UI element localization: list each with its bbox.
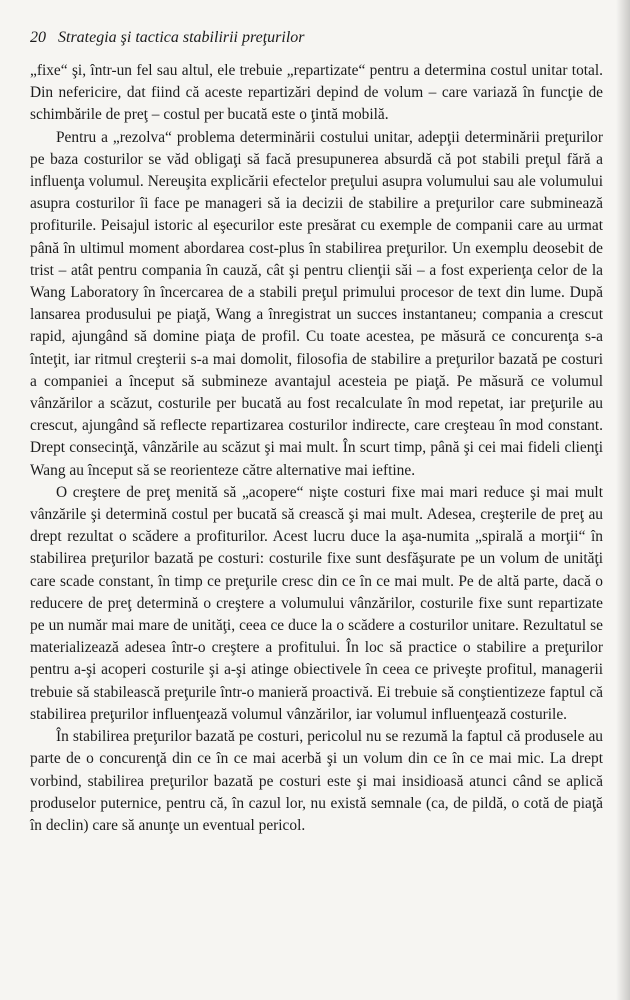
page-number: 20: [30, 29, 46, 46]
running-header: [30, 26, 590, 50]
page-edge-shadow: [616, 0, 630, 1000]
body-text: [30, 60, 603, 837]
paragraph-cost-pricing-danger: În stabilirea preţurilor bazată pe costuri, pericolul nu se rezumă la faptul că produsele au parte de o concurenţă din ce în ce mai acerbă şi un volum din ce în ce mai mic. La drept vorbind, stabilirea preţurilor bazată pe costuri este şi mai insidioasă atunci când se aplică produselor puternice, pentru că, în cazul lor, nu există semnale (ca, de pildă, o cotă de piaţă în declin) care să anunţe un eventual pericol.: [30, 728, 603, 834]
running-title: Strategia şi tactica stabilirii preţurilor: [58, 29, 305, 46]
paragraph-death-spiral: O creştere de preţ menită să „acopere“ nişte costuri fixe mai mari reduce şi mai mult vânzările şi determină costul per bucată să crească şi mai mult. Adesea, creşterile de preţ au drept rezultat o scădere a profiturilor. Acest lucru duce la aşa-numita „spirală a morţii“ în stabilirea preţurilor bazată pe costuri: costurile fixe sunt desfăşurate pe un volum de unităţi care scade constant, în timp ce preţurile cresc din ce în ce mai mult. Pe de altă parte, dacă o reducere de preţ determină o creştere a volumului vânzărilor, costurile fixe sunt repartizate pe un număr mai mare de unităţi, ceea ce duce la o scădere a costurilor unitare. Rezultatul se materializează adesea într-o creştere a profitului. În loc să practice o stabilire a preţurilor pentru a-şi acoperi costurile şi a-şi atinge obiectivele în ceea ce priveşte profitul, managerii trebuie să stabilească preţurile într-o manieră proactivă. Ei trebuie să conştientizeze faptul că stabilirea preţurilor influenţează volumul vânzărilor, iar volumul influenţează costurile.: [30, 483, 603, 723]
paragraph-continuation: „fixe“ şi, într-un fel sau altul, ele trebuie „repartizate“ pentru a determina costul unitar total. Din nefericire, dat fiind că aceste repartizări depind de volum – care variază în funcţie de schimbările de preţ – costul per bucată este o ţintă mobilă.: [30, 62, 603, 124]
paragraph-wang-example: Pentru a „rezolva“ problema determinării costului unitar, adepţii determinării preţurilor pe baza costurilor se văd obligaţi să facă presupunerea absurdă că pot stabili preţul fără a influenţa volumul. Nereuşita explicării efectelor preţului asupra volumului sau ale volumului asupra costurilor îi face pe manageri să ia decizii de stabilire a preţurilor care subminează profiturile. Peisajul istoric al eşecurilor este presărat cu exemple de companii care au urmat până în ultimul moment abordarea cost-plus în stabilirea preţurilor. Un exemplu deosebit de trist – atât pentru compania în cauză, cât şi pentru clienţii săi – a fost experienţa celor de la Wang Laboratory în încercarea de a stabili preţul primului procesor de text din lume. După lansarea produsului pe piaţă, Wang a înregistrat un succes instantaneu; compania a crescut rapid, ajungând să domine piaţa de profil. Cu toate acestea, pe măsură ce concurenţa s-a înteţit, iar ritmul creşterii s-a mai domolit, filosofia de stabilire a preţurilor bazată pe costuri a companiei a început să submineze avantajul acesteia pe piaţă. Pe măsură ce volumul vânzărilor a scăzut, costurile per bucată au fost recalculate în mod repetat, iar preţurile au crescut, ajungând să reflecte repartizarea costurilor indirecte, care creşteau în mod constant. Drept consecinţă, vânzările au scăzut şi mai mult. În scurt timp, până şi cei mai fideli clienţi Wang au început să se reorienteze către alternative mai ieftine.: [30, 128, 603, 479]
